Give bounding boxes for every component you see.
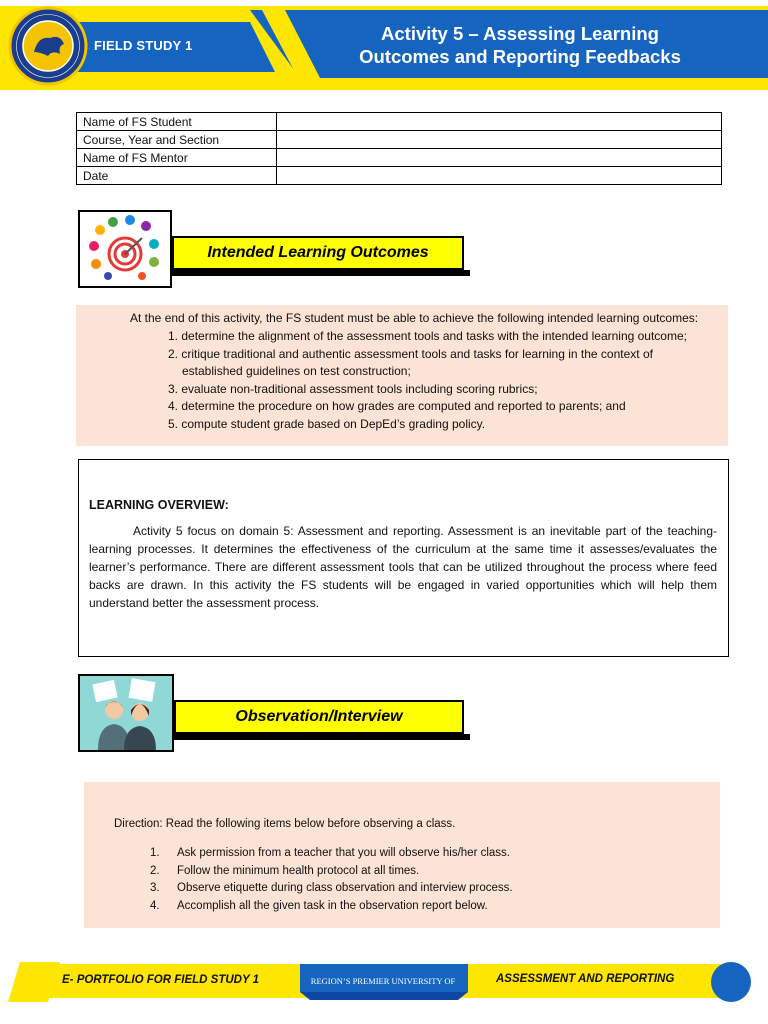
info-value-field[interactable]: [277, 167, 722, 185]
info-value-field[interactable]: [277, 113, 722, 131]
list-item: 1. determine the alignment of the assessment tools and tasks with the intended learning outcome;: [168, 329, 687, 343]
list-item: 4. determine the procedure on how grades are computed and reported to parents; and: [168, 399, 626, 413]
header-banner: [0, 0, 768, 96]
list-item: 1. Ask permission from a teacher that you will observe his/her class.: [150, 847, 510, 859]
list-item: 5. compute student grade based on DepEd’s grading policy.: [168, 416, 486, 431]
outcomes-intro: At the end of this activity, the FS student must be able to achieve the following intended learning outcomes:: [130, 311, 699, 325]
activity-title: Activity 5 – Assessing Learning Outcomes and Reporting Feedbacks: [359, 23, 681, 67]
intended-outcomes-title: Intended Learning Outcomes: [172, 236, 464, 270]
footer-right-label: ASSESSMENT AND REPORTING: [496, 973, 675, 985]
list-item: 3. evaluate non-traditional assessment tools including scoring rubrics;: [168, 381, 538, 396]
list-item: 2. critique traditional and authentic assessment tools and tasks for learning in the context of established guidelines on test construction;: [168, 346, 653, 378]
footer-left-label: E- PORTFOLIO FOR FIELD STUDY 1: [62, 974, 260, 986]
footer-middle-label: REGION’S PREMIER UNIVERSITY OF: [310, 976, 456, 986]
info-label: Name of FS Mentor: [77, 149, 277, 167]
overview-body: Activity 5 focus on domain 5: Assessment and reporting. Assessment is an inevitable part of the teaching-learning processes. It determines the effectiveness of the curriculum at the same time it assesses/evaluates the learner’s performance. There are different assessment tools that can be utilized throughout the process where feed backs are drawn. In this activity the FS students will be engaged in varied opportunities which will help them understand better the assessment process.: [89, 524, 717, 610]
info-label: Course, Year and Section: [77, 131, 277, 149]
info-value-field[interactable]: [277, 131, 722, 149]
outcomes-list: [168, 328, 728, 433]
table-row: [77, 167, 722, 185]
info-label: Name of FS Student: [77, 113, 277, 131]
target-goals-icon: [78, 210, 172, 288]
list-item: 2. Follow the minimum health protocol at all times.: [150, 864, 420, 877]
info-value-field[interactable]: [277, 149, 722, 167]
student-info-table: [76, 112, 722, 185]
list-item: 4. Accomplish all the given task in the observation report below.: [150, 899, 488, 912]
interview-people-icon: [78, 674, 174, 752]
direction-text: Direction: Read the following items below before observing a class.: [114, 818, 456, 830]
course-label: FIELD STUDY 1: [94, 38, 193, 53]
table-row: [77, 131, 722, 149]
overview-heading: LEARNING OVERVIEW:: [89, 498, 229, 512]
table-row: [77, 149, 722, 167]
info-label: Date: [77, 167, 277, 185]
directions-list: [150, 845, 513, 915]
learning-overview-box: [78, 459, 729, 657]
table-row: [77, 113, 722, 131]
observation-title: Observation/Interview: [174, 700, 464, 734]
university-seal: [8, 6, 88, 86]
list-item: 3. Observe etiquette during class observation and interview process.: [150, 882, 513, 894]
